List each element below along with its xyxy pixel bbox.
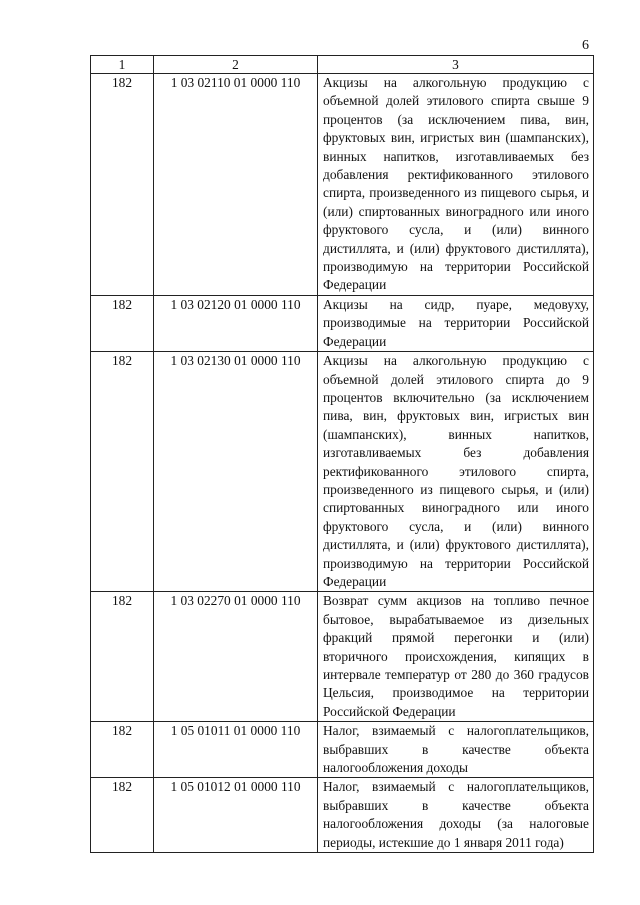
kbk-code-cell: 1 05 01011 01 0000 110 <box>154 722 318 778</box>
table-row <box>91 722 594 778</box>
header-col-2: 2 <box>154 56 318 74</box>
kbk-code-cell: 1 03 02270 01 0000 110 <box>154 592 318 722</box>
description-cell: Акцизы на алкогольную продукцию с объемной долей этилового спирта свыше 9 процентов (за исключением пива, вин, фруктовых вин, игристых вин (шампанских), винных напитков, изготавливаемых без добавления ректификованного этилового спирта, произведенного из пищевого сырья, и (или) спиртованных виноградного или иного фруктового сусла, и (или) винного дистиллята, и (или) фруктового дистиллята), производимую на территории Российской Федерации <box>318 74 594 296</box>
admin-code-cell: 182 <box>91 352 154 592</box>
header-col-1: 1 <box>91 56 154 74</box>
admin-code-cell: 182 <box>91 722 154 778</box>
page-number: 6 <box>582 38 589 53</box>
description-cell: Налог, взимаемый с налогоплательщиков, выбравших в качестве объекта налогообложения доходы (за налоговые периоды, истекшие до 1 января 2011 года) <box>318 778 594 853</box>
header-col-3: 3 <box>318 56 594 74</box>
description-cell: Акцизы на сидр, пуаре, медовуху, производимые на территории Российской Федерации <box>318 295 594 351</box>
admin-code-cell: 182 <box>91 592 154 722</box>
table-row <box>91 295 594 351</box>
table-row <box>91 352 594 592</box>
table-header <box>91 56 594 74</box>
description-cell: Акцизы на алкогольную продукцию с объемной долей этилового спирта до 9 процентов включительно (за исключением пива, вин, фруктовых вин, игристых вин (шампанских), винных напитков, изготавливаемых без добавления ректификованного этилового спирта, произведенного из пищевого сырья, и (или) спиртованных виноградного или иного фруктового сусла, и (или) винного дистиллята, и (или) фруктового дистиллята), производимую на территории Российской Федерации <box>318 352 594 592</box>
description-cell: Возврат сумм акцизов на топливо печное бытовое, вырабатываемое из дизельных фракций прямой перегонки и (или) вторичного происхождения, кипящих в интервале температур от 280 до 360 градусов Цельсия, производимое на территории Российской Федерации <box>318 592 594 722</box>
admin-code-cell: 182 <box>91 778 154 853</box>
table-body <box>91 74 594 853</box>
table-row <box>91 74 594 296</box>
budget-classification-table <box>90 55 594 853</box>
admin-code-cell: 182 <box>91 74 154 296</box>
table-row <box>91 778 594 853</box>
header-row <box>91 56 594 74</box>
kbk-code-cell: 1 05 01012 01 0000 110 <box>154 778 318 853</box>
table-row <box>91 592 594 722</box>
admin-code-cell: 182 <box>91 295 154 351</box>
kbk-code-cell: 1 03 02110 01 0000 110 <box>154 74 318 296</box>
kbk-code-cell: 1 03 02120 01 0000 110 <box>154 295 318 351</box>
description-cell: Налог, взимаемый с налогоплательщиков, выбравших в качестве объекта налогообложения доходы <box>318 722 594 778</box>
kbk-code-cell: 1 03 02130 01 0000 110 <box>154 352 318 592</box>
